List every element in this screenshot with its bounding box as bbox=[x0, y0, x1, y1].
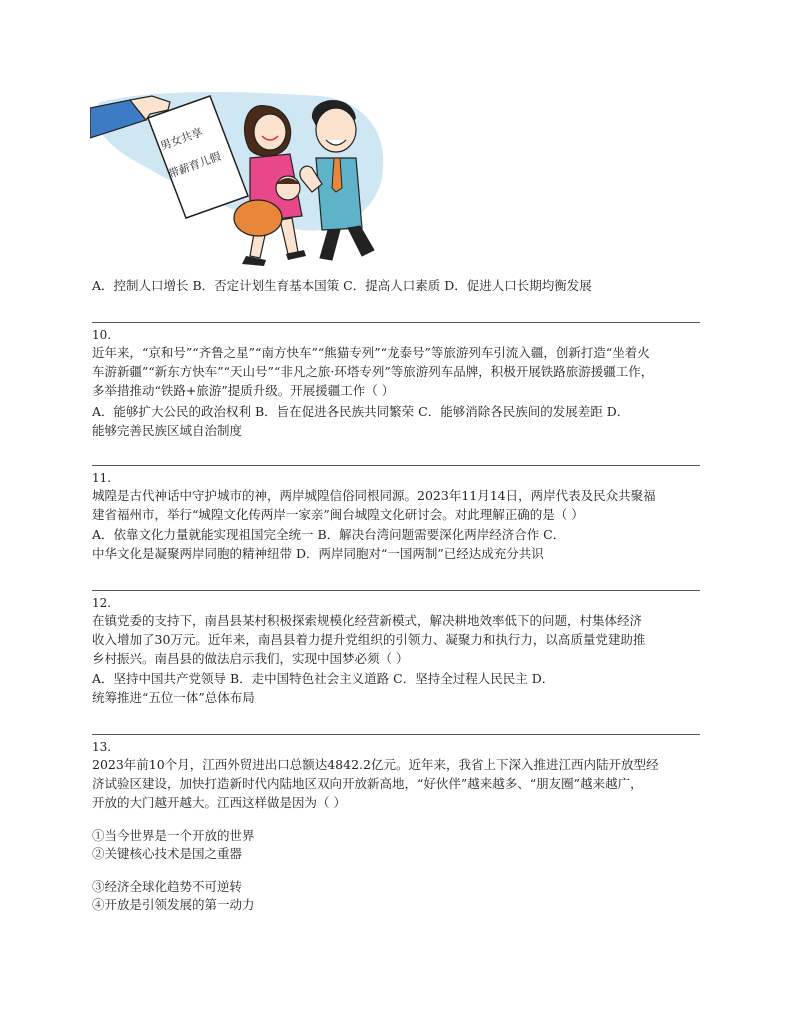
parental-leave-illustration bbox=[90, 88, 390, 268]
q10-options-line-1: A．能够扩大公民的政治权利 B．旨在促进各民族共同繁荣 C．能够消除各民族间的发展差距 D． bbox=[92, 404, 630, 419]
q10-line-3: 多举措推动“铁路+旅游”提质升级。开展援疆工作（ ） bbox=[92, 383, 395, 398]
q12-options-line-1: A．坚持中国共产党领导 B．走中国特色社会主义道路 C．坚持全过程人民民主 D． bbox=[92, 671, 555, 686]
q13-item-2: ②关键核心技术是国之重器 bbox=[92, 846, 243, 861]
q12-divider bbox=[92, 590, 700, 591]
q10-options-line-2: 能够完善民族区域自治制度 bbox=[92, 423, 243, 438]
q9-options: A．控制人口增长 B．否定计划生育基本国策 C．提高人口素质 D．促进人口长期均衡发展 bbox=[92, 278, 592, 293]
q13-item-1: ①当今世界是一个开放的世界 bbox=[92, 828, 255, 843]
q11-line-1: 城隍是古代神话中守护城市的神，两岸城隍信俗同根同源。2023年11月14日，两岸代表及民众共聚福 bbox=[92, 488, 656, 503]
q10-line-1: 近年来，“京和号”“齐鲁之星”“南方快车”“熊猫专列”“龙泰号”等旅游列车引流入疆，创新打造“坐着火 bbox=[92, 345, 650, 360]
q12-line-1: 在镇党委的支持下，南昌县某村积极探索规模化经营新模式，解决耕地效率低下的问题，村集体经济 bbox=[92, 613, 643, 628]
q13-divider bbox=[92, 734, 700, 735]
q13-line-2: 济试验区建设，加快打造新时代内陆地区双向开放新高地，“好伙伴”越来越多、“朋友圈”越来越广， bbox=[92, 776, 643, 791]
q13-line-3: 开放的大门越开越大。江西这样做是因为（ ） bbox=[92, 795, 346, 810]
q10-number: 10. bbox=[92, 328, 112, 342]
q11-options-line-1: A．依靠文化力量就能实现祖国完全统一 B．解决台湾问题需要深化两岸经济合作 C． bbox=[92, 527, 566, 542]
q12-number: 12. bbox=[92, 596, 112, 610]
q10-line-2: 车游新疆”“新东方快车”“天山号”“非凡之旅·环塔专列”等旅游列车品牌，积极开展铁路旅游援疆工作， bbox=[92, 364, 654, 379]
q13-item-4: ④开放是引领发展的第一动力 bbox=[92, 897, 255, 912]
q10-divider bbox=[92, 322, 700, 323]
q11-options-line-2: 中华文化是凝聚两岸同胞的精神纽带 D．两岸同胞对“一国两制”已经达成充分共识 bbox=[92, 546, 544, 561]
q12-line-2: 收入增加了30万元。近年来，南昌县着力提升党组织的引领力、凝聚力和执行力，以高质量党建助推 bbox=[92, 632, 646, 647]
q12-line-3: 乡村振兴。南昌县的做法启示我们，实现中国梦必须（ ） bbox=[92, 651, 409, 666]
q13-number: 13. bbox=[92, 740, 112, 754]
q11-line-2: 建省福州市，举行“城隍文化传两岸一家亲”闽台城隍文化研讨会。对此理解正确的是（ ） bbox=[92, 507, 584, 522]
q12-options-line-2: 统筹推进“五位一体”总体布局 bbox=[92, 690, 255, 705]
paper-text-1: 男女共享 bbox=[158, 125, 205, 153]
q13-line-1: 2023年前10个月，江西外贸进出口总额达4842.2亿元。近年来，我省上下深入推进江西内陆开放型经 bbox=[92, 757, 659, 772]
q11-number: 11. bbox=[92, 471, 112, 485]
q11-divider bbox=[92, 465, 700, 466]
paper-text-2: 带薪育儿假 bbox=[166, 149, 223, 181]
q13-item-3: ③经济全球化趋势不可逆转 bbox=[92, 879, 243, 894]
